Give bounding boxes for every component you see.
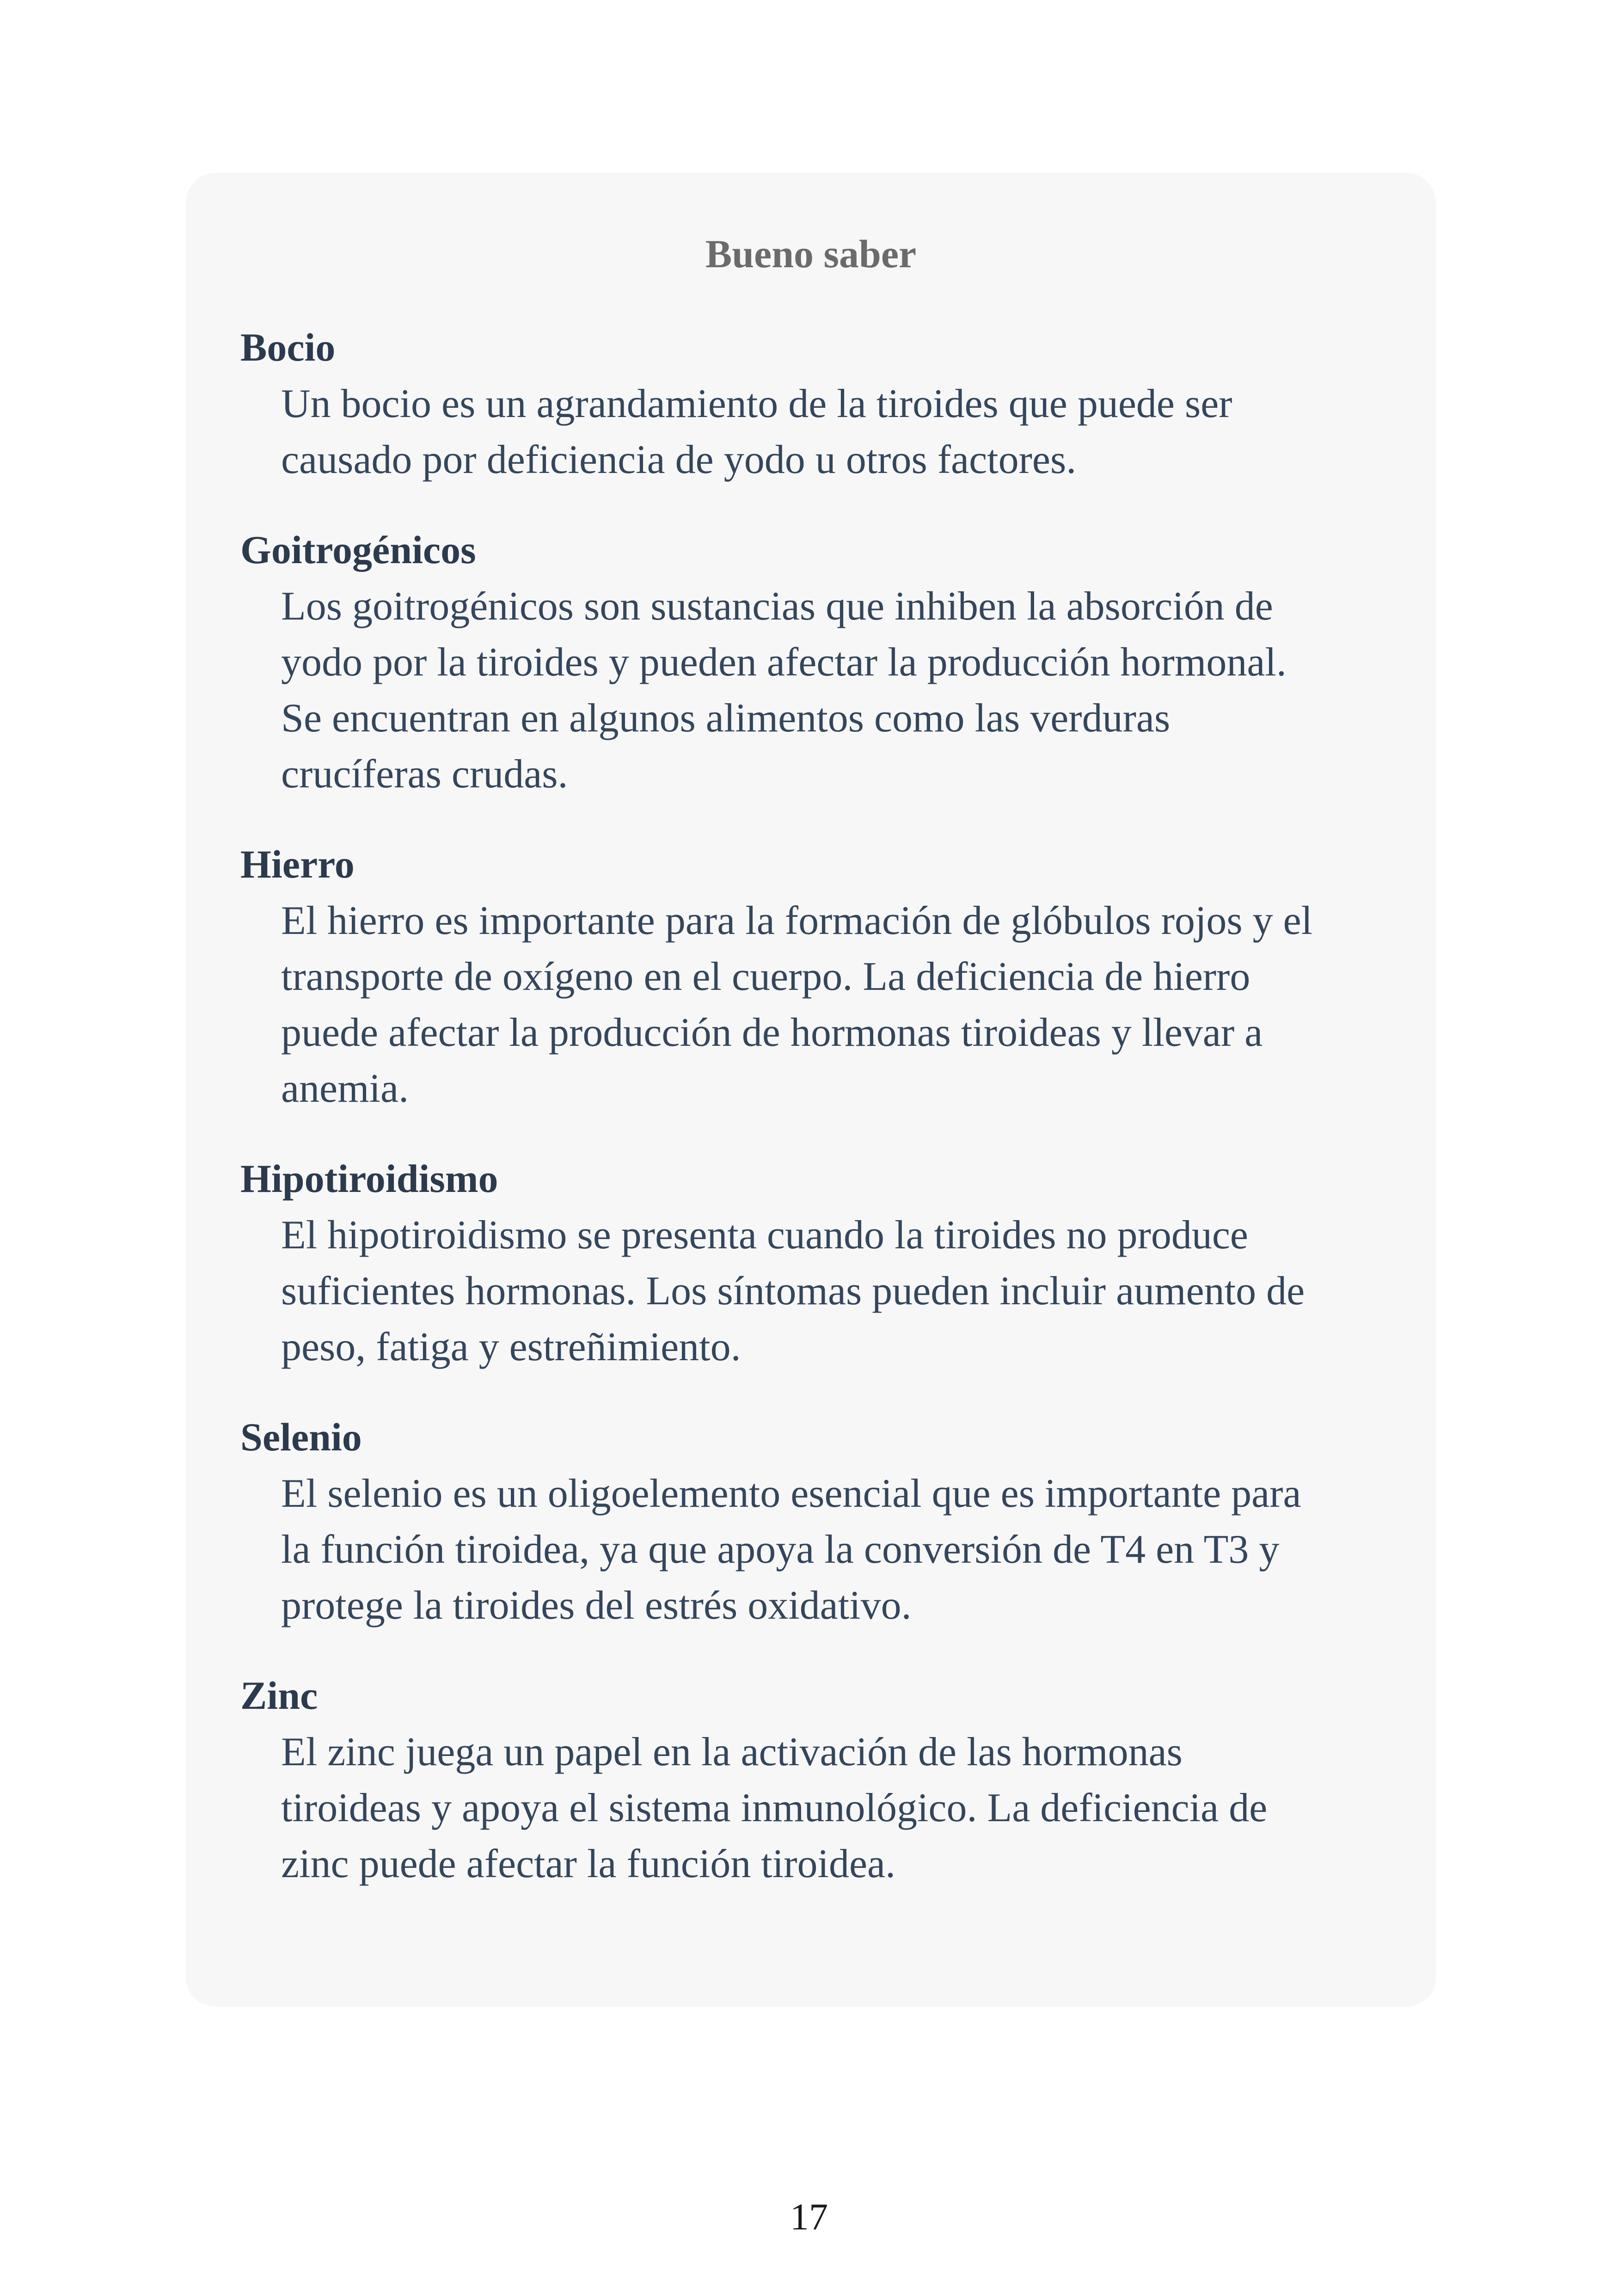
page-number: 17 <box>790 2196 828 2238</box>
definition-line: El zinc juega un papel en la activación de las hormonas <box>281 1730 1183 1774</box>
definition-line: la función tiroidea, ya que apoya la conversión de T4 en T3 y <box>281 1527 1280 1572</box>
term-hierro: Hierro <box>240 842 355 886</box>
definition-line: protege la tiroides del estrés oxidativo. <box>281 1583 912 1628</box>
definition-hierro <box>281 893 1409 1117</box>
definition-line: peso, fatiga y estreñimiento. <box>281 1325 741 1369</box>
term-selenio: Selenio <box>240 1415 362 1459</box>
glossary-entry-bocio <box>240 319 1410 488</box>
definition-line: tiroideas y apoya el sistema inmunológico. La deficiencia de <box>281 1786 1268 1830</box>
term-goitrogenicos: Goitrogénicos <box>240 528 476 572</box>
definition-line: puede afectar la producción de hormonas tiroideas y llevar a <box>281 1010 1263 1055</box>
definition-bocio <box>281 376 1409 488</box>
definition-line: El hierro es importante para la formación de glóbulos rojos y el <box>281 898 1313 943</box>
definition-line: zinc puede afectar la función tiroidea. <box>281 1842 896 1886</box>
glossary-entry-selenio <box>240 1409 1410 1633</box>
definition-goitrogenicos <box>281 578 1409 802</box>
definition-line: Los goitrogénicos son sustancias que inhiben la absorción de <box>281 584 1273 629</box>
definition-line: transporte de oxígeno en el cuerpo. La deficiencia de hierro <box>281 954 1250 999</box>
glossary-list <box>240 319 1410 1926</box>
term-bocio: Bocio <box>240 325 336 369</box>
term-zinc: Zinc <box>240 1673 318 1718</box>
glossary-entry-goitrogenicos <box>240 522 1410 802</box>
box-title: Bueno saber <box>705 232 917 276</box>
glossary-entry-zinc <box>240 1668 1410 1892</box>
definition-line: causado por deficiencia de yodo u otros factores. <box>281 437 1077 482</box>
definition-line: yodo por la tiroides y pueden afectar la producción hormonal. <box>281 640 1287 685</box>
definition-line: El selenio es un oligoelemento esencial que es importante para <box>281 1471 1301 1516</box>
definition-line: Se encuentran en algunos alimentos como las verduras <box>281 696 1171 741</box>
term-hipotiroidismo: Hipotiroidismo <box>240 1156 498 1201</box>
glossary-entry-hipotiroidismo <box>240 1151 1410 1375</box>
definition-zinc <box>281 1724 1409 1892</box>
definition-selenio <box>281 1466 1409 1633</box>
definition-line: crucíferas crudas. <box>281 752 568 797</box>
definition-line: Un bocio es un agrandamiento de la tiroides que puede ser <box>281 381 1232 426</box>
definition-line: El hipotiroidismo se presenta cuando la tiroides no produce <box>281 1213 1248 1258</box>
definition-line: anemia. <box>281 1066 409 1111</box>
definition-line: suficientes hormonas. Los síntomas pueden incluir aumento de <box>281 1269 1305 1314</box>
definition-hipotiroidismo <box>281 1207 1409 1375</box>
glossary-entry-hierro <box>240 836 1410 1117</box>
info-box <box>186 173 1436 2007</box>
